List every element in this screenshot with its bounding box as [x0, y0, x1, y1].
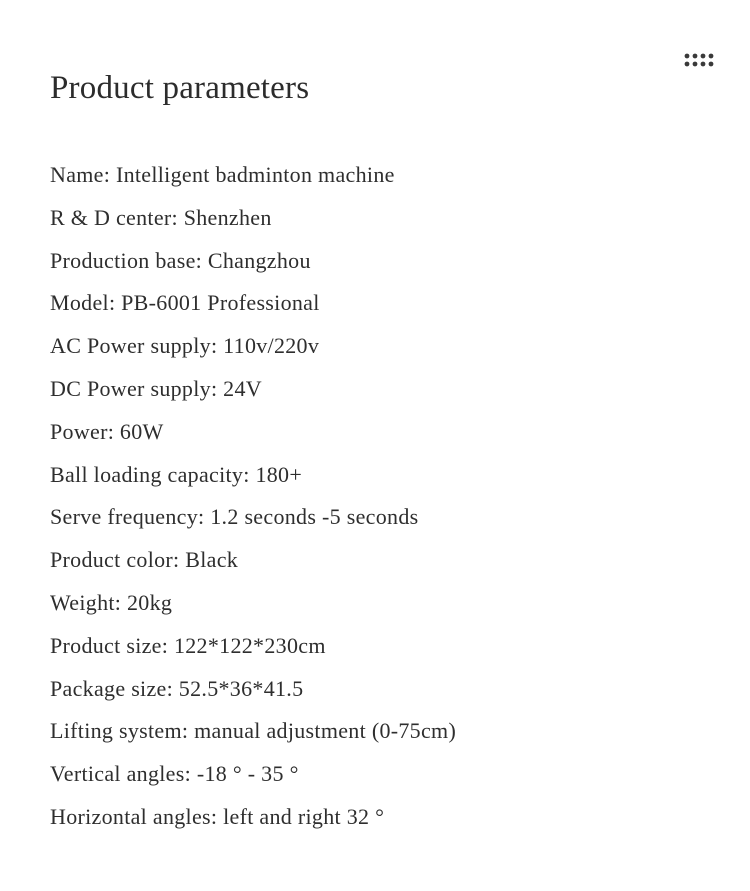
param-name: Name: Intelligent badminton machine: [50, 162, 395, 187]
param-vertical-angles: Vertical angles: -18 ° - 35 °: [50, 761, 299, 787]
param-weight: Weight: 20kg: [50, 589, 173, 615]
param-serve-frequency: Serve frequency: 1.2 seconds -5 seconds: [50, 504, 419, 530]
param-model: Model: PB-6001 Professional: [50, 290, 320, 316]
param-horizontal-angles: Horizontal angles: left and right 32 °: [50, 803, 385, 829]
param-ac-power: AC Power supply: 110v/220v: [50, 333, 320, 359]
grid-dots-icon[interactable]: [684, 53, 718, 69]
param-color: Product color: Black: [50, 547, 239, 573]
parameter-list: [50, 157, 456, 842]
param-dc-power: DC Power supply: 24V: [50, 375, 262, 401]
param-rd-center: R & D center: Shenzhen: [50, 204, 272, 230]
param-package-size: Package size: 52.5*36*41.5: [50, 675, 304, 701]
param-ball-capacity: Ball loading capacity: 180+: [50, 461, 303, 487]
param-product-size: Product size: 122*122*230cm: [50, 632, 326, 658]
param-lifting-system: Lifting system: manual adjustment (0-75cm): [50, 718, 457, 744]
param-power: Power: 60W: [50, 418, 164, 444]
param-production-base: Production base: Changzhou: [50, 247, 311, 273]
page-title: Product parameters: [50, 70, 310, 107]
